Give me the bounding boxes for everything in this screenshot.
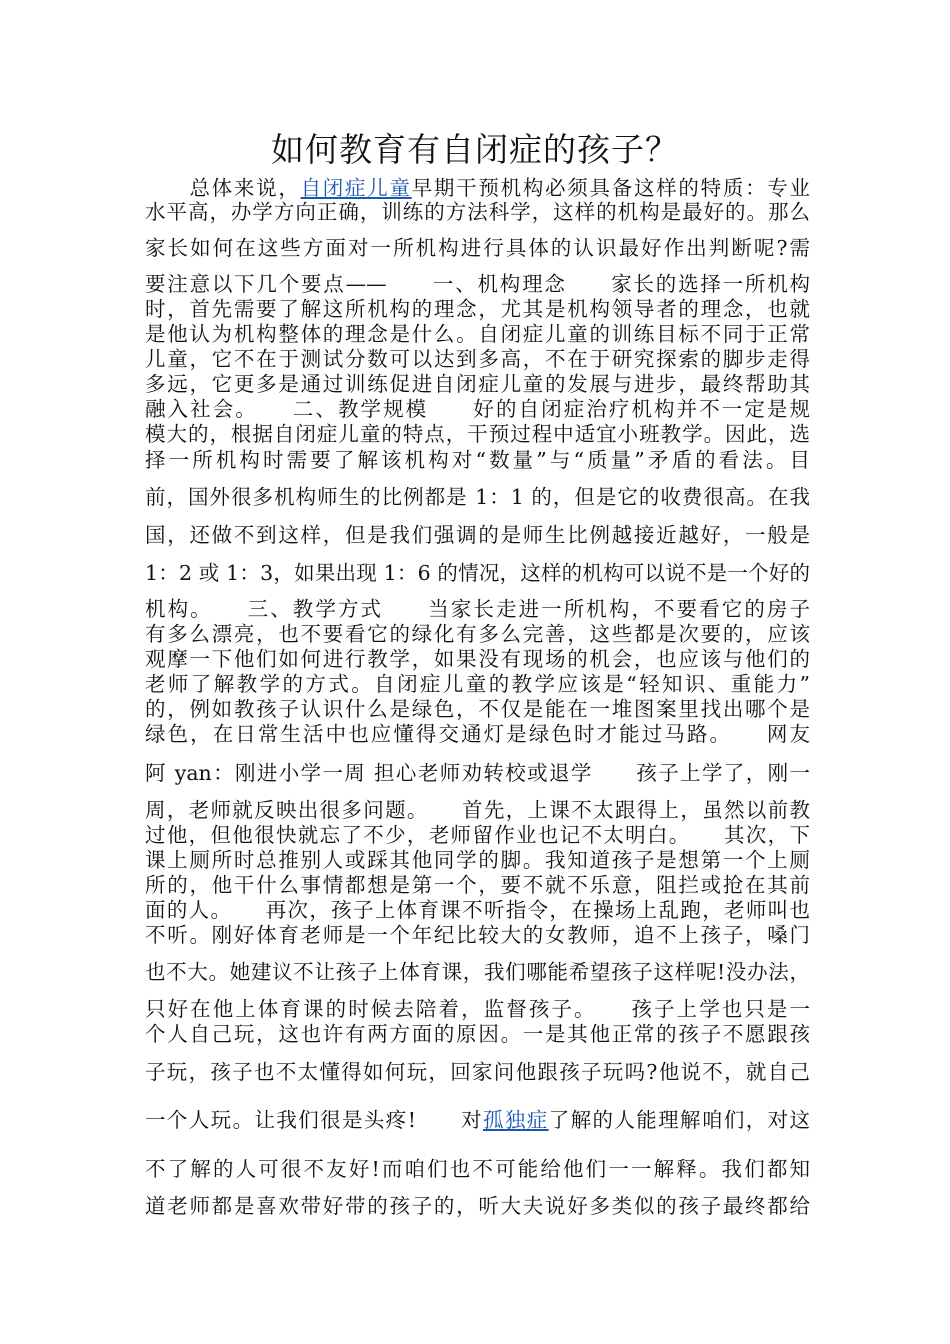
paragraph-line — [145, 696, 810, 722]
paragraph-line — [145, 1156, 810, 1182]
text-run: 观摩一下他们如何进行教学，如果没有现场的机会，也应该与他们的 — [145, 647, 810, 671]
paragraph-line — [145, 646, 810, 672]
document-title: 如何教育有自闭症的孩子？ — [271, 130, 679, 169]
paragraph-line — [145, 1193, 810, 1219]
text-run: 融入社会。 二、教学规模 好的自闭症治疗机构并不一定是规 — [145, 397, 810, 421]
text-run: 也不大。她建议不让孩子上体育课，我们哪能希望孩子这样呢!没办法， — [145, 960, 810, 984]
text-run: 择一所机构时需要了解该机构对“数量”与“质量”矛盾的看法。目 — [145, 448, 810, 472]
text-run: 一个人玩。让我们很是头疼! 对 — [145, 1108, 484, 1132]
paragraph-line — [145, 847, 810, 873]
paragraph-line — [145, 721, 810, 747]
text-run: 是他认为机构整体的理念是什么。自闭症儿童的训练目标不同于正常 — [145, 322, 810, 346]
text-run: 早期干预机构必须具备这样的特质：专业 — [411, 176, 810, 200]
text-run: 所的，他干什么事情都想是第一个，要不就不乐意，阻拦或抢在其前 — [145, 873, 810, 897]
text-run: 子玩，孩子也不太懂得如何玩，回家问他跟孩子玩吗?他说不，就自己 — [145, 1060, 810, 1084]
text-run: 周，老师就反映出很多问题。 首先，上课不太跟得上，虽然以前教 — [145, 798, 810, 822]
text-run: 只好在他上体育课的时候去陪着，监督孩子。 孩子上学也只是一 — [145, 997, 810, 1021]
text-run: 不了解的人可很不友好!而咱们也不可能给他们一一解释。我们都知 — [145, 1157, 810, 1181]
paragraph-line — [145, 421, 810, 447]
paragraph-line — [145, 371, 810, 397]
paragraph-line — [145, 296, 810, 322]
text-run: 道老师都是喜欢带好带的孩子的，听大夫说好多类似的孩子最终都给 — [145, 1194, 810, 1218]
paragraph-line — [145, 175, 810, 201]
paragraph-line — [145, 760, 810, 786]
text-run: 多远，它更多是通过训练促进自闭症儿童的发展与进步，最终帮助其 — [145, 372, 810, 396]
text-run: 国，还做不到这样，但是我们强调的是师生比例越接近越好，一般是 — [145, 523, 810, 547]
text-run: 时，首先需要了解这所机构的理念，尤其是机构领导者的理念，也就 — [145, 297, 810, 321]
paragraph-line — [145, 271, 810, 297]
text-run: 过他，但他很快就忘了不少，老师留作业也记不太明白。 其次，下 — [145, 823, 810, 847]
text-run: 机构。 三、教学方式 当家长走进一所机构，不要看它的房子 — [145, 597, 810, 621]
paragraph-line — [145, 822, 810, 848]
paragraph-line — [145, 996, 810, 1022]
text-run: 水平高，办学方向正确，训练的方法科学，这样的机构是最好的。那么 — [145, 200, 810, 224]
text-run: 阿 yan：刚进小学一周 担心老师劝转校或退学 孩子上学了，刚一 — [145, 761, 810, 785]
paragraph-line — [145, 621, 810, 647]
paragraph-line — [145, 797, 810, 823]
inline-link[interactable]: 自闭症儿童 — [300, 176, 412, 200]
paragraph-line — [145, 321, 810, 347]
text-run: 儿童，它不在于测试分数可以达到多高，不在于研究探索的脚步走得 — [145, 347, 810, 371]
text-run: 面的人。 再次，孩子上体育课不听指令，在操场上乱跑，老师叫也 — [145, 898, 810, 922]
paragraph-line — [145, 1107, 810, 1133]
paragraph-line — [145, 1059, 810, 1085]
text-run: 绿色，在日常生活中也应懂得交通灯是绿色时才能过马路。 网友 — [145, 722, 810, 746]
text-run: 了解的人能理解咱们，对这 — [548, 1108, 810, 1132]
paragraph-line — [145, 1021, 810, 1047]
paragraph-line — [145, 922, 810, 948]
text-run: 1：2 或 1：3，如果出现 1：6 的情况，这样的机构可以说不是一个好的 — [145, 561, 810, 585]
text-run: 前，国外很多机构师生的比例都是 1：1 的，但是它的收费很高。在我 — [145, 485, 810, 509]
text-run: 课上厕所时总推别人或踩其他同学的脚。我知道孩子是想第一个上厕 — [145, 848, 810, 872]
text-run: 有多么漂亮，也不要看它的绿化有多么完善，这些都是次要的，应该 — [145, 622, 810, 646]
inline-link[interactable]: 孤独症 — [483, 1108, 549, 1132]
paragraph-line — [145, 447, 810, 473]
paragraph-line — [145, 959, 810, 985]
paragraph-line — [145, 872, 810, 898]
paragraph-line — [145, 671, 810, 697]
text-run: 老师了解教学的方式。自闭症儿童的教学应该是“轻知识、重能力” — [145, 672, 810, 696]
text-run: 个人自己玩，这也许有两方面的原因。一是其他正常的孩子不愿跟孩 — [145, 1022, 810, 1046]
paragraph-line — [145, 199, 810, 225]
paragraph-line — [145, 396, 810, 422]
paragraph-line — [145, 235, 810, 261]
paragraph-line — [145, 560, 810, 586]
text-run: 家长如何在这些方面对一所机构进行具体的认识最好作出判断呢?需 — [145, 236, 810, 260]
text-run: 模大的，根据自闭症儿童的特点，干预过程中适宜小班教学。因此，选 — [145, 422, 810, 446]
paragraph-line — [145, 897, 810, 923]
paragraph-line — [145, 484, 810, 510]
paragraph-line — [145, 596, 810, 622]
paragraph-line — [145, 522, 810, 548]
text-run: 要注意以下几个要点—— 一、机构理念 家长的选择一所机构 — [145, 272, 810, 296]
text-run: 不听。刚好体育老师是一个年纪比较大的女教师，追不上孩子，嗓门 — [145, 923, 810, 947]
paragraph-line — [145, 346, 810, 372]
text-run: 总体来说， — [145, 176, 301, 200]
text-run: 的，例如教孩子认识什么是绿色，不仅是能在一堆图案里找出哪个是 — [145, 697, 810, 721]
